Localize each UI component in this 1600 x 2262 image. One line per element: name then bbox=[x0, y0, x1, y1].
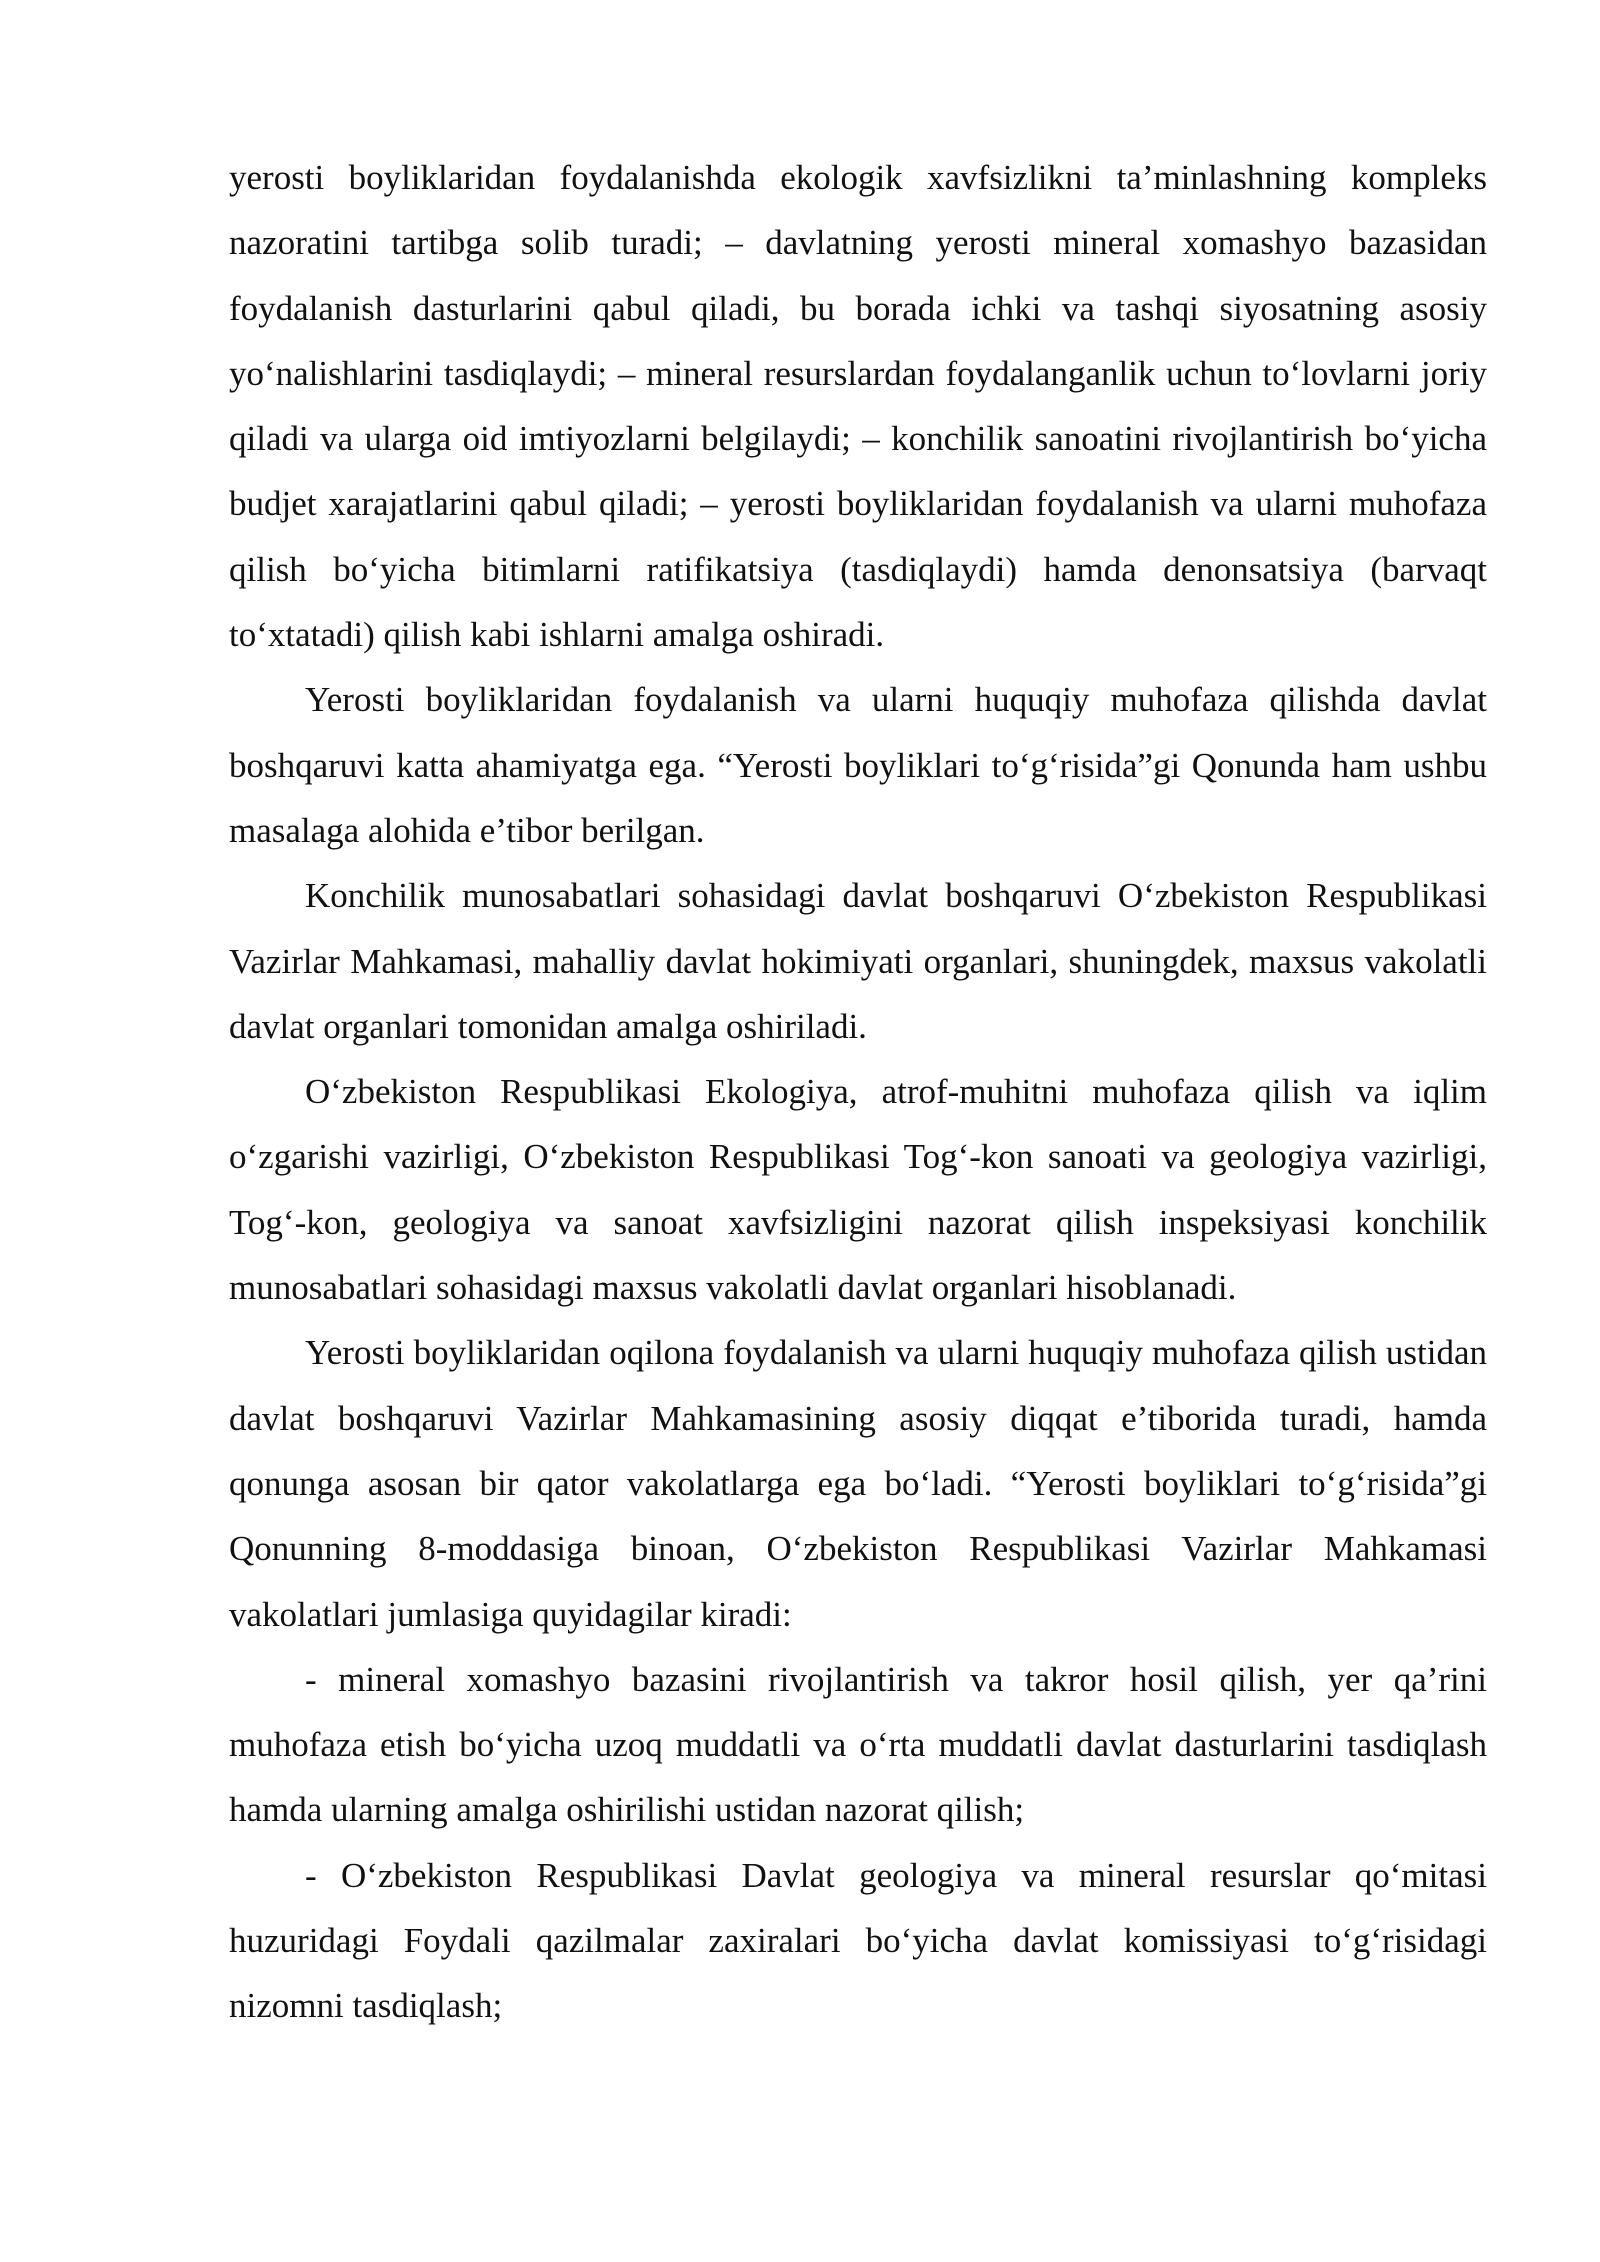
paragraph-mining-management-bodies: Konchilik munosabatlari sohasidagi davlat boshqaruvi O‘zbekiston Respublikasi Vazirlar Mahkamasi, mahalliy davlat hokimiyati organlari, shuningdek, maxsus vakolatli davlat organlari tomonidan amalga oshiriladi. bbox=[229, 876, 1487, 1046]
list-item-state-programs: - mineral xomashyo bazasini rivojlantirish va takror hosil qilish, yer qa’rini muhofaza etish bo‘yicha uzoq muddatli va o‘rta muddatli davlat dasturlarini tasdiqlash hamda ularning amalga oshirilishi ustidan nazorat qilish; bbox=[229, 1659, 1487, 1830]
paragraph-authorized-bodies: O‘zbekiston Respublikasi Ekologiya, atrof-muhitni muhofaza qilish va iqlim o‘zgarishi vazirligi, O‘zbekiston Respublikasi Tog‘-kon sanoati va geologiya vazirligi, Tog‘-kon, geologiya va sanoat xavfsizligini nazorat qilish inspeksiyasi konchilik munosabatlari sohasidagi maxsus vakolatli davlat organlari hisoblanadi. bbox=[229, 1072, 1487, 1308]
document-body bbox=[229, 145, 1487, 2039]
paragraph-cabinet-powers: Yerosti boyliklaridan oqilona foydalanish va ularni huquqiy muhofaza qilish ustidan davlat boshqaruvi Vazirlar Mahkamasining asosiy diqqat e’tiborida turadi, hamda qonunga asosan bir qator vakolatlarga ega bo‘ladi. “Yerosti boyliklari to‘g‘risida”gi Qonunning 8-moddasiga binoan, O‘zbekiston Respublikasi Vazirlar Mahkamasi vakolatlari jumlasiga quyidagilar kiradi: bbox=[229, 1333, 1487, 1634]
list-item-commission-regulation: - O‘zbekiston Respublikasi Davlat geologiya va mineral resurslar qo‘mitasi huzuridagi Foydali qazilmalar zaxiralari bo‘yicha davlat komissiyasi to‘g‘risidagi nizomni tasdiqlash; bbox=[229, 1855, 1487, 2026]
paragraph-continuation: yerosti boyliklaridan foydalanishda ekologik xavfsizlikni ta’minlashning kompleks nazoratini tartibga solib turadi; – davlatning yerosti mineral xomashyo bazasidan foydalanish dasturlarini qabul qiladi, bu borada ichki va tashqi siyosatning asosiy yo‘nalishlarini tasdiqlaydi; – mineral resurslardan foydalanganlik uchun to‘lovlarni joriy qiladi va ularga oid imtiyozlarni belgilaydi; – konchilik sanoatini rivojlantirish bo‘yicha budjet xarajatlarini qabul qiladi; – yerosti boyliklaridan foydalanish va ularni muhofaza qilish bo‘yicha bitimlarni ratifikatsiya (tasdiqlaydi) hamda denonsatsiya (barvaqt to‘xtatadi) qilish kabi ishlarni amalga oshiradi. bbox=[229, 158, 1487, 655]
paragraph-state-management-importance: Yerosti boyliklaridan foydalanish va ularni huquqiy muhofaza qilishda davlat boshqaruvi katta ahamiyatga ega. “Yerosti boyliklari to‘g‘risida”gi Qonunda ham ushbu masalaga alohida e’tibor berilgan. bbox=[229, 680, 1487, 850]
